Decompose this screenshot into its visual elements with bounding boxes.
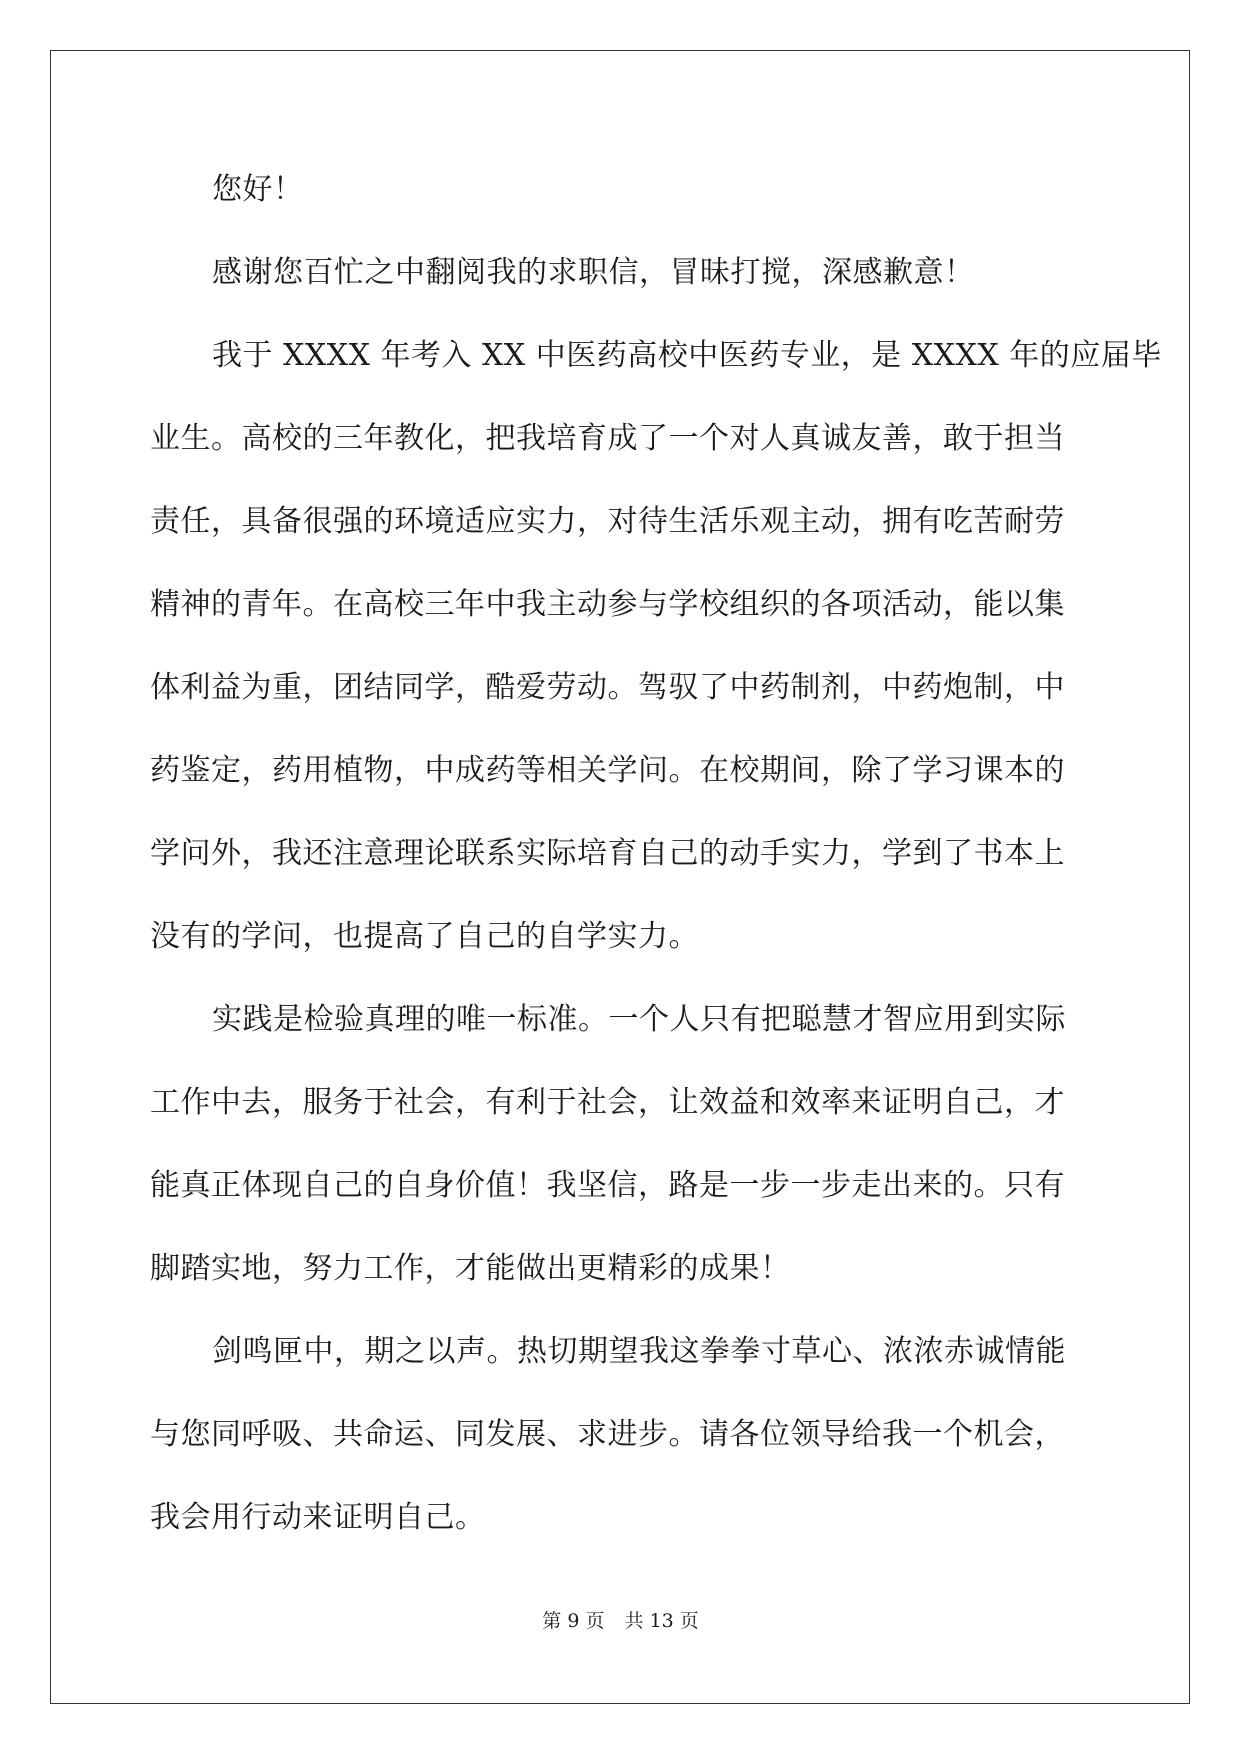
page-footer <box>0 1606 1241 1633</box>
text-line: 脚踏实地，努力工作，才能做出更精彩的成果！ <box>150 1251 791 1286</box>
page-total: 共 13 页 <box>624 1610 699 1632</box>
text-line: 精神的青年。在高校三年中我主动参与学校组织的各项活动，能以集 <box>150 587 1065 622</box>
text-line: 责任，具备很强的环境适应实力，对待生活乐观主动，拥有吃苦耐劳 <box>150 504 1065 539</box>
text-line: 与您同呼吸、共命运、同发展、求进步。请各位领导给我一个机会， <box>150 1417 1065 1452</box>
text-line: 能真正体现自己的自身价值！我坚信，路是一步一步走出来的。只有 <box>150 1168 1065 1203</box>
text-line: 药鉴定，药用植物，中成药等相关学问。在校期间，除了学习课本的 <box>150 753 1065 788</box>
page-number: 第 9 页 <box>542 1610 605 1632</box>
text-line: 剑鸣匣中，期之以声。热切期望我这拳拳寸草心、浓浓赤诚情能 <box>212 1334 1066 1369</box>
text-line: 工作中去，服务于社会，有利于社会，让效益和效率来证明自己，才 <box>150 1085 1065 1120</box>
letter-body <box>150 160 1162 1571</box>
text-line: 没有的学问，也提高了自己的自学实力。 <box>150 919 699 954</box>
text-line: 业生。高校的三年教化，把我培育成了一个对人真诚友善，敢于担当 <box>150 421 1065 456</box>
text-line: 我会用行动来证明自己。 <box>150 1500 486 1535</box>
text-line: 您好！ <box>212 172 304 207</box>
text-line: 体利益为重，团结同学，酷爱劳动。驾驭了中药制剂，中药炮制，中 <box>150 670 1065 705</box>
text-line: 我于 XXXX 年考入 XX 中医药高校中医药专业，是 XXXX 年的应届毕 <box>212 338 1162 373</box>
text-line: 实践是检验真理的唯一标准。一个人只有把聪慧才智应用到实际 <box>212 1002 1066 1037</box>
text-line: 感谢您百忙之中翻阅我的求职信，冒昧打搅，深感歉意！ <box>212 255 975 290</box>
text-line: 学问外，我还注意理论联系实际培育自己的动手实力，学到了书本上 <box>150 836 1065 871</box>
